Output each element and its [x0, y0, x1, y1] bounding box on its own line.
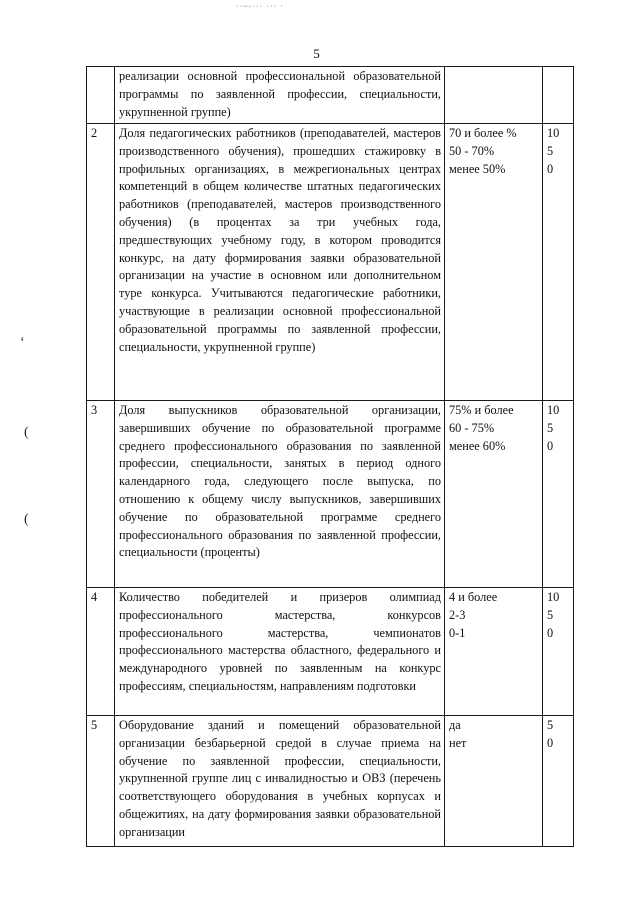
range-cell: [445, 401, 543, 588]
score-value: 0: [547, 161, 554, 176]
score-value: 5: [547, 143, 554, 158]
criterion-text: реализации основной профессиональной образовательной программы по заявленной профессии, специальности, укрупненной группе): [115, 67, 445, 124]
range-cell: [445, 588, 543, 716]
margin-mark: (: [24, 512, 29, 527]
table-row: [87, 124, 574, 401]
range-value: да: [449, 718, 461, 732]
range-cell: [445, 716, 543, 847]
score-value: 10: [547, 590, 560, 604]
range-value: 70 и более %: [449, 126, 517, 140]
row-number: 5: [87, 716, 115, 847]
row-number: [87, 67, 115, 124]
scan-artifact: ··~-··· ··· ·: [236, 2, 284, 11]
margin-mark: ‘: [20, 335, 25, 350]
range-cell: [445, 124, 543, 401]
row-number: 2: [87, 124, 115, 401]
range-value: менее 50%: [449, 161, 506, 176]
range-value: нет: [449, 735, 467, 750]
score-cell: [543, 67, 574, 124]
range-value: 60 - 75%: [449, 420, 495, 435]
row-number: 3: [87, 401, 115, 588]
row-number: 4: [87, 588, 115, 716]
range-value: 50 - 70%: [449, 143, 495, 158]
range-value: 75% и более: [449, 403, 514, 417]
score-cell: [543, 401, 574, 588]
score-value: 10: [547, 403, 560, 417]
score-value: 5: [547, 607, 554, 622]
margin-mark: (: [24, 425, 29, 440]
page-number: 5: [313, 46, 320, 61]
score-value: 10: [547, 126, 560, 140]
score-cell: [543, 716, 574, 847]
table-row: [87, 716, 574, 847]
table-row: [87, 67, 574, 124]
criterion-text: Доля педагогических работников (преподавателей, мастеров производственного обучения), прошедших стажировку в профильных организациях, в межрегиональных центрах компетенций в общем количестве штатных педагогических работников (преподавателей, мастеров производственного обучения) (в процентах за три учебных года, предшествующих учебному году, в котором проводится конкурс, на дату формирования заявки образовательной организации на участие в основном или дополнительном туре конкурса. Учитываются педагогические работники, участвующие в реализации основной профессиональной образовательной программы по заявленной профессии, специальности, укрупненной группе): [115, 124, 445, 401]
criterion-text: Доля выпускников образовательной организации, завершивших обучение по образовательной программе среднего профессионального образования по заявленной профессии, специальности, занятых в период одного календарного года, следующего после выпуска, по отношению к общему числу выпускников, завершивших обучение по образовательной программе среднего профессионального образования по заявленной профессии, специальности (проценты): [115, 401, 445, 588]
score-cell: [543, 588, 574, 716]
score-cell: [543, 124, 574, 401]
criteria-table: [86, 66, 574, 847]
range-value: менее 60%: [449, 438, 506, 453]
score-value: 0: [547, 438, 554, 453]
score-value: 5: [547, 420, 554, 435]
range-cell: [445, 67, 543, 124]
criterion-text: Оборудование зданий и помещений образовательной организации безбарьерной средой в случае приема на обучение по заявленной профессии, специальности, укрупненной группе лиц с инвалидностью и ОВЗ (перечень соответствующего оборудования в учебных корпусах и общежитиях, на дату формирования заявки образовательной организации: [115, 716, 445, 847]
range-value: 2-3: [449, 607, 466, 622]
range-value: 4 и более: [449, 590, 498, 604]
score-value: 5: [547, 718, 554, 732]
table-row: [87, 588, 574, 716]
table-row: [87, 401, 574, 588]
range-value: 0-1: [449, 625, 466, 640]
criterion-text: Количество победителей и призеров олимпиад профессионального мастерства, конкурсов профессионального мастерства, чемпионатов профессионального мастерства областного, федерального и международного уровней по заявленным на конкурс профессиям, специальностям, направлениям подготовки: [115, 588, 445, 716]
score-value: 0: [547, 735, 554, 750]
score-value: 0: [547, 625, 554, 640]
